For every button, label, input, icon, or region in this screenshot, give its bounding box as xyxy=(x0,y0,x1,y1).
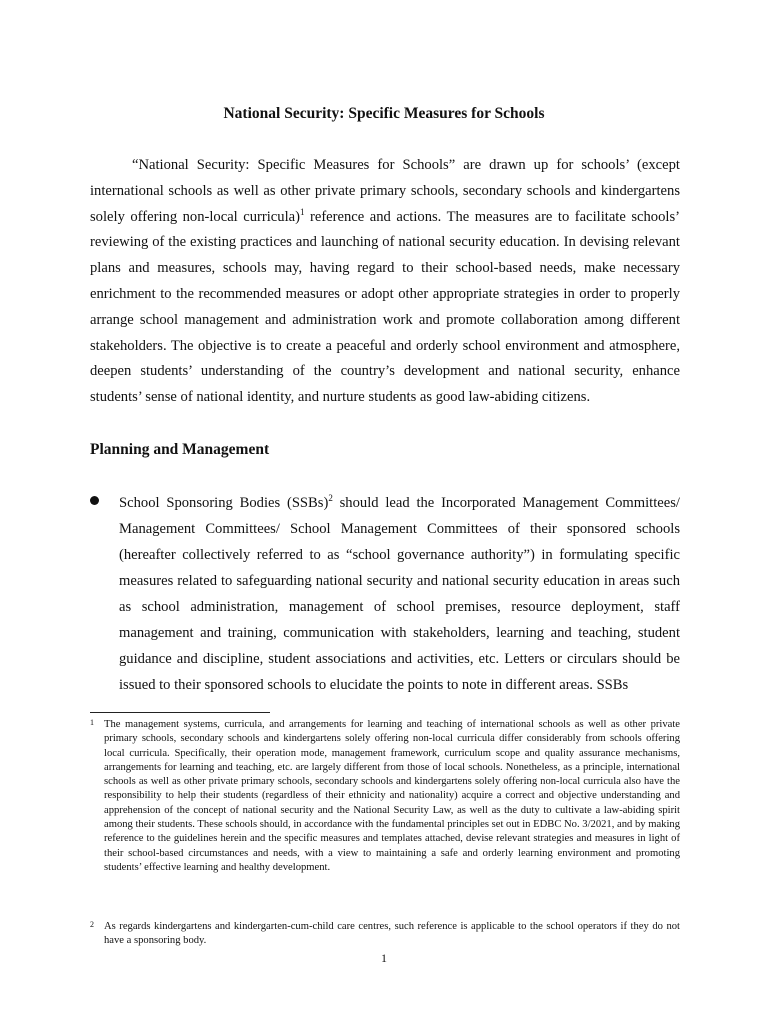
intro-text-part2: reference and actions. The measures are to facilitate schools’ reviewing of the existing practices and launching of national security education. In devising relevant plans and measures, schools may, having regard to their school-based needs, make necessary enrichment to the recommended measures or adopt other appropriate strategies in order to properly arrange school management and administration work and promote collaboration among different stakeholders. The objective is to create a peaceful and orderly school environment and atmosphere, deepen students’ understanding of the country’s development and national security, enhance students’ sense of national identity, and nurture students as good law-abiding citizens. xyxy=(90,208,680,406)
footnote-text: The management systems, curricula, and arrangements for learning and teaching of international schools as well as other private primary schools, secondary schools and kindergartens solely offering non-local curricula differ considerably from schools offering local curricula. Specifically, their operation mode, management framework, curriculum scope and quality assurance mechanisms, arrangements for learning and teaching, etc. are largely different from those of local schools. Nonetheless, as a principle, international schools as well as other private primary schools, secondary schools and kindergartens solely offering non-local curricula also have the responsibility to help their students (regardless of their ethnicity and nationality) acquire a correct and objective understanding and apprehension of the concept of national security and the National Security Law, as well as the duty to cultivate a law-abiding spirit among their students. These schools should, in accordance with the fundamental principles set out in EDBC No. 3/2021, and by making reference to the guidelines herein and the specific measures and templates attached, devise relevant strategies and measures in light of their school-based circumstances and needs, with a view to maintaining a safe and orderly learning environment and promoting students’ effective learning and healthy development. xyxy=(104,719,680,873)
footnote-ref-2[interactable]: 2 xyxy=(328,493,333,504)
page-number: 1 xyxy=(381,951,387,965)
footnote-mark: 1 xyxy=(90,718,94,727)
footnote-divider xyxy=(90,712,270,713)
footnote-text: As regards kindergartens and kindergarten-cum-child care centres, such reference is applicable to the school operators if they do not have a sponsoring body. xyxy=(104,921,680,947)
section-heading: Planning and Management xyxy=(90,441,270,458)
intro-text-part1: “National Security: Specific Measures for Schools” are drawn up for schools’ (except international schools as well as other private primary schools, secondary schools and kindergartens solely offering non-local curricula) xyxy=(90,157,680,225)
footnote-1 xyxy=(90,718,680,875)
bullet-text xyxy=(119,490,680,698)
bullet-item xyxy=(90,490,680,698)
bullet-icon xyxy=(90,496,99,505)
page-title: National Security: Specific Measures for Schools xyxy=(223,105,545,122)
footnote-mark: 2 xyxy=(90,920,94,929)
bullet-text-part1: School Sponsoring Bodies (SSBs) xyxy=(119,495,329,511)
intro-paragraph xyxy=(90,153,680,411)
footnote-ref-1[interactable]: 1 xyxy=(299,206,305,217)
footnote-2 xyxy=(90,920,680,949)
bullet-text-part2: should lead the Incorporated Management Committees/ Management Committees/ School Management Committees of their sponsored schools (hereafter collectively referred to as “school governance authority”) in formulating specific measures related to safeguarding national security and national security education in areas such as school administration, management of school premises, resource deployment, staff management and training, communication with stakeholders, learning and teaching, student guidance and discipline, student associations and activities, etc. Letters or circulars should be issued to their sponsored schools to elucidate the points to note in different areas. SSBs xyxy=(119,495,680,693)
